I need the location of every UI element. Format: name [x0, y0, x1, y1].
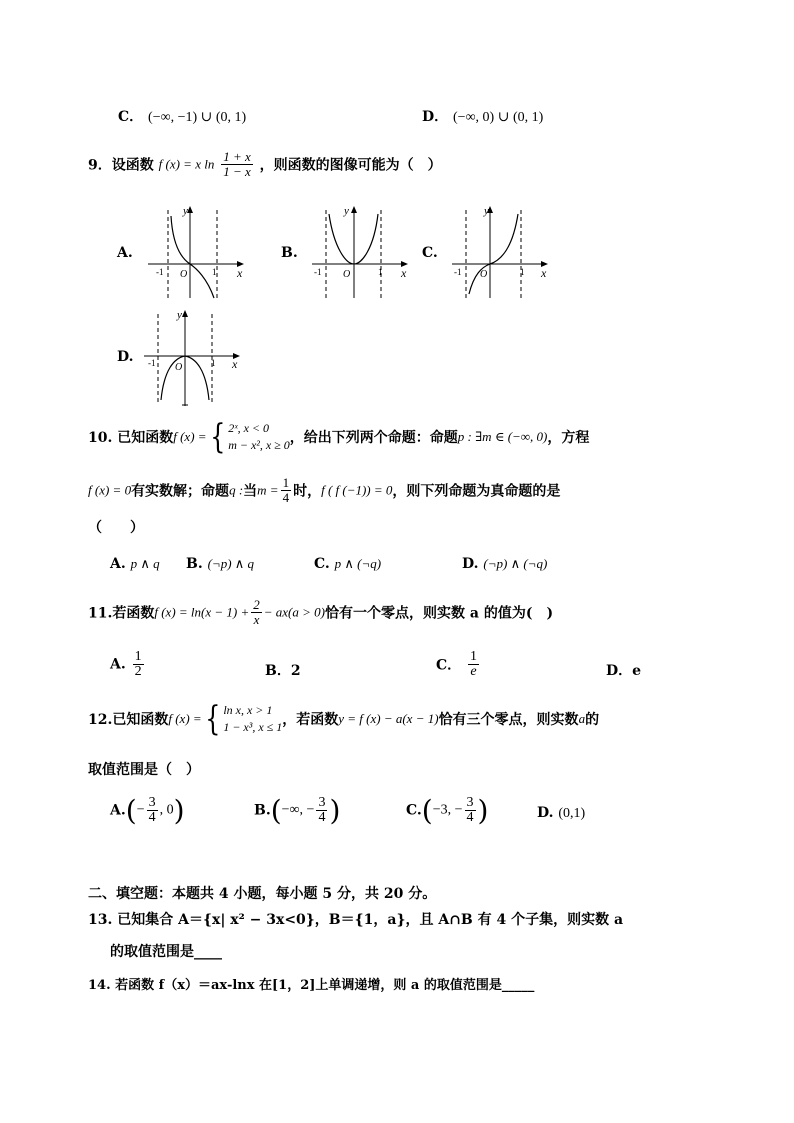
y-axis-label: y: [177, 309, 182, 321]
q12-stem-line1: 12.已知函数f (x) ={ ln x, x > 1 1 − x³, x ≤ 1 ，若函数y = f (x) − a(x − 1)恰有三个零点，则实数a的: [88, 699, 600, 739]
q10-m-fraction: $\frac{1}{4}$: [282, 475, 290, 505]
x-axis-label: x: [541, 266, 547, 280]
q8-option-c: C． (−∞, −1) ∪ (0, 1): [118, 109, 247, 125]
q12-cases: ln x, x > 1 1 − x³, x ≤ 1: [223, 703, 283, 734]
tick-pos: 1: [378, 267, 383, 277]
q12-option-c: C.(−3, − $\frac{3}{4}$ ): [406, 794, 489, 827]
x-axis-label: x: [401, 266, 407, 280]
q12-option-a: A.(− $\frac{3}{4}$ , 0): [110, 794, 185, 827]
q12-stem-line2: 取值范围是（ ）: [88, 762, 200, 778]
origin-label: O: [343, 269, 351, 280]
origin-label: O: [175, 362, 183, 373]
y-axis-label: y: [484, 205, 489, 217]
q10-stem-line1: 10. 已知函数f (x) ={ 2ˣ, x < 0 m − x², x ≥ 0 ，给出下列两个命题：命题p : ∃m ∈ (−∞, 0)，方程: [88, 417, 590, 457]
tick-neg: -1: [454, 267, 462, 277]
q11-option-c: C． $\frac{1}{e}$: [436, 649, 478, 679]
y-axis-label: y: [183, 205, 188, 217]
q12-option-d: D. (0,1): [537, 805, 586, 821]
tick-pos: 1: [212, 267, 217, 277]
q9-stem: 9．设函数 f (x) = x ln $\frac{1 + x}{1 - x}$ ，则函数的图像可能为（ ）: [88, 149, 442, 179]
q10-option-a: A. p ∧ q: [110, 556, 160, 572]
q11-option-b: B．2: [265, 663, 301, 679]
q12-option-b: B.(−∞, − $\frac{3}{4}$ ): [254, 794, 341, 827]
tick-pos: 1: [211, 358, 216, 368]
q9-graph-b-label: B.: [281, 245, 298, 261]
q10-option-b: B. (¬p) ∧ q: [186, 556, 255, 572]
q10-answer-paren: （ ）: [88, 520, 144, 536]
tick-neg: -1: [314, 267, 322, 277]
y-axis-label: y: [344, 205, 349, 217]
q9-graph-a: [140, 202, 250, 300]
q11-option-d: D．e: [606, 663, 642, 679]
origin-label: O: [480, 269, 488, 280]
q9-graph-c-label: C.: [422, 245, 438, 261]
q9-graph-c: [444, 202, 554, 300]
q10-cases: 2ˣ, x < 0 m − x², x ≥ 0: [228, 421, 290, 452]
q10-option-c: C. p ∧ (¬q): [314, 556, 382, 572]
q9-fraction: $\frac{1 + x}{1 - x}$: [223, 149, 251, 179]
x-axis-label: x: [232, 357, 238, 371]
q14-stem: 14. 若函数 f（x）＝ax-lnx 在[1，2]上单调递增，则 a 的取值范围是_____: [88, 978, 535, 993]
q10-stem-line2: f (x) = 0有实数解；命题q :当m = $\frac{1}{4}$ 时，f ( f (−1)) = 0，则下列命题为真命题的是: [88, 475, 561, 505]
q9-graph-d: [140, 306, 250, 410]
q9-graph-b: [304, 202, 414, 300]
q9-graph-d-label: D.: [117, 349, 134, 365]
x-axis-label: x: [237, 266, 243, 280]
q10-option-d: D. (¬p) ∧ (¬q): [462, 556, 548, 572]
section-heading-fill-blank: 二、填空题：本题共 4 小题，每小题 5 分，共 20 分。: [88, 886, 437, 902]
q11-fraction: $\frac{2}{x}$: [253, 597, 260, 627]
q13-stem-line2: 的取值范围是____: [110, 944, 222, 960]
q8-option-d: D． (−∞, 0) ∪ (0, 1): [422, 109, 544, 125]
origin-label: O: [180, 269, 188, 280]
q9-graph-a-label: A.: [117, 245, 133, 261]
tick-neg: -1: [148, 358, 156, 368]
q11-option-a: A. $\frac{1}{2}$: [110, 649, 142, 679]
q13-stem-line1: 13. 已知集合 A＝{x| x² − 3x<0}，B＝{1，a}，且 A∩B 有 4 个子集，则实数 a: [88, 912, 624, 928]
q11-stem: 11.若函数f (x) = ln(x − 1) + $\frac{2}{x}$ − ax(a > 0)恰有一个零点，则实数 a 的值为( ): [88, 597, 554, 627]
tick-pos: 1: [520, 267, 525, 277]
tick-neg: -1: [156, 267, 164, 277]
